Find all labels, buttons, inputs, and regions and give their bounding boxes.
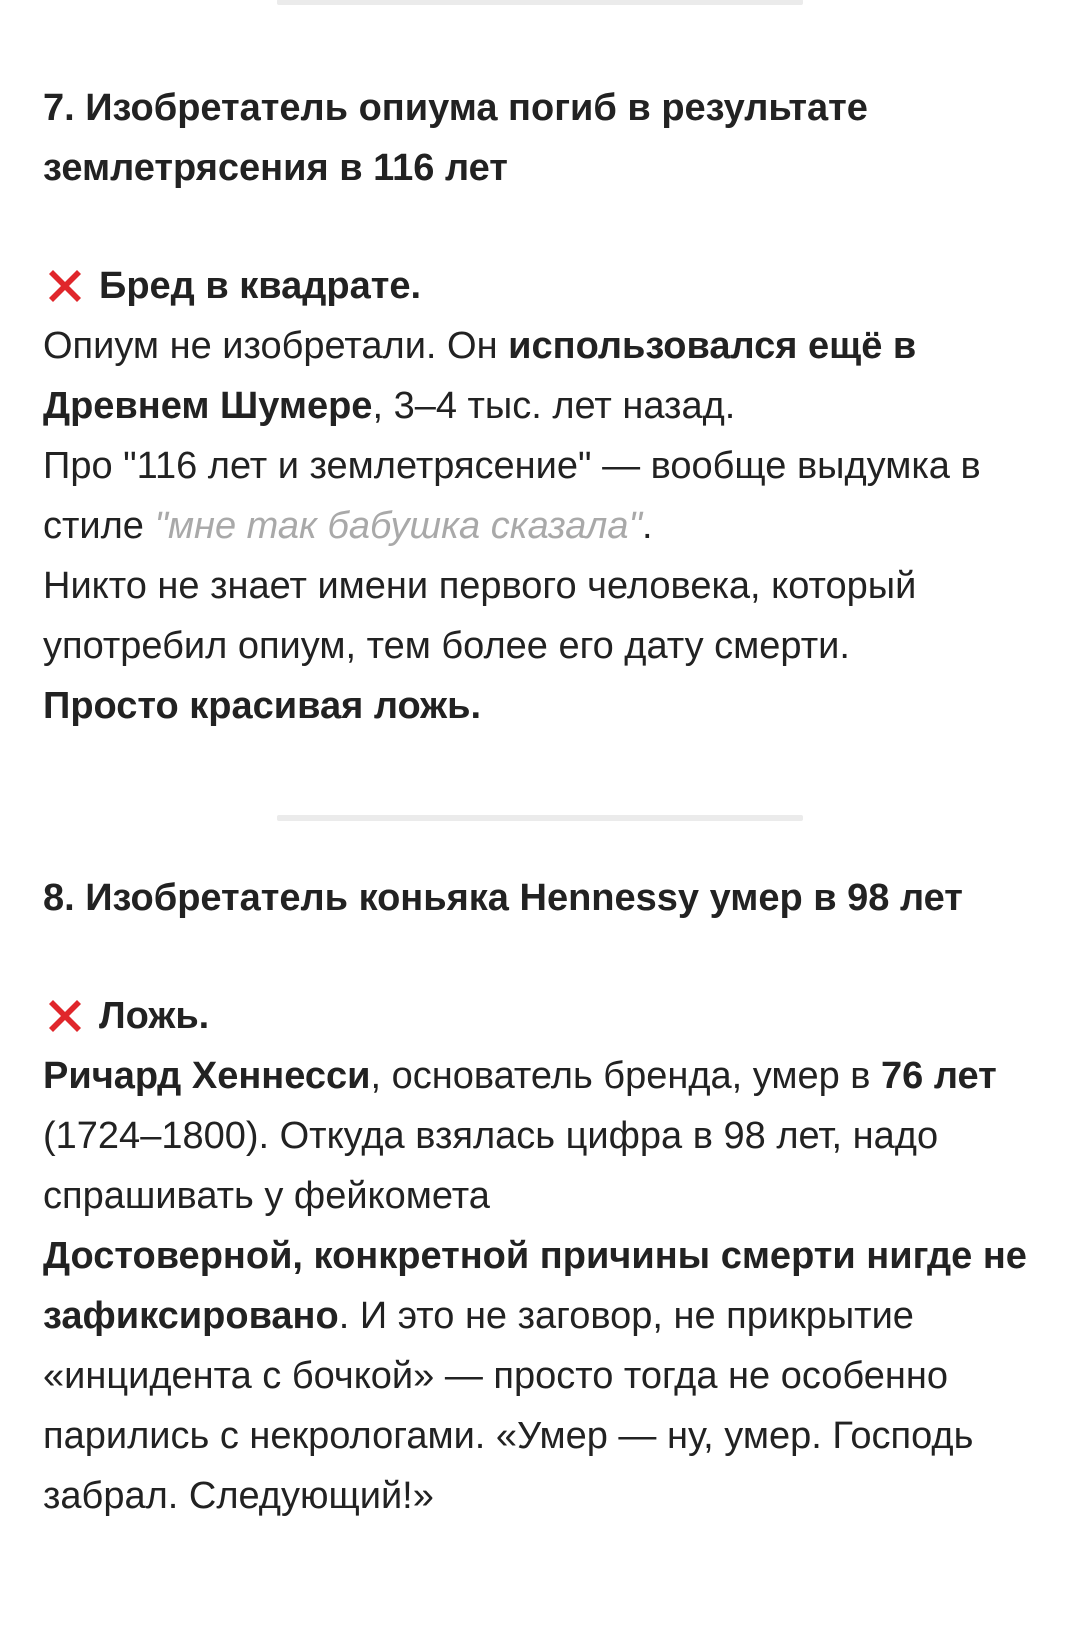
section-8-p2-bold: Достоверной, конкретной причины смерти нигде не зафиксировано [43, 1235, 1027, 1337]
section-8 [43, 868, 1043, 1526]
section-7-p2-end: . [641, 505, 653, 547]
section-8-p2-text: . И это не заговор, не прикрытие «инцидента с бочкой» — просто тогда не особенно парились с некрологами. «Умер — ну, умер. Господь забрал. Следующий!» [43, 1295, 974, 1517]
section-7-paragraph-4 [43, 676, 1043, 736]
section-8-p1-tail: (1724–1800). Откуда взялась цифра в 98 лет, надо спрашивать у фейкомета [43, 1115, 939, 1217]
section-8-p1-bold-name: Ричард Хеннесси [43, 1055, 371, 1097]
section-8-p1-text: , основатель бренда, умер в [370, 1055, 882, 1097]
section-7-p1-bold: использовался ещё в Древнем Шумере [43, 325, 917, 427]
section-7-p1-tail: , 3–4 тыс. лет назад. [372, 385, 736, 427]
section-7-heading-line1: 7. Изобретатель опиума погиб в результате [43, 87, 868, 129]
section-7-verdict [43, 256, 1043, 316]
section-7-paragraph-3: Никто не знает имени первого человека, который употребил опиум, тем более его дату смерти. [43, 565, 917, 667]
section-7-p2-quote: "мне так бабушка сказала" [154, 505, 642, 547]
section-8-p1-bold-age: 76 лет [881, 1055, 997, 1097]
cross-mark-icon [43, 264, 87, 308]
section-7-p4-bold: Просто красивая ложь. [43, 685, 482, 727]
cross-mark-icon [43, 994, 87, 1038]
section-7-paragraph-1 [43, 316, 1043, 436]
section-7-p1-text: Опиум не изобретали. Он [43, 325, 509, 367]
section-7-heading [43, 78, 1043, 198]
section-7-p2-text: Про "116 лет и землетрясение" — вообще выдумка в стиле [43, 445, 981, 547]
section-8-paragraph-2 [43, 1226, 1043, 1526]
section-7-verdict-text: Бред в квадрате. [99, 265, 422, 307]
section-8-verdict [43, 986, 1043, 1046]
section-8-heading: 8. Изобретатель коньяка Hennessy умер в 98 лет [43, 877, 963, 919]
section-8-paragraph-1 [43, 1046, 1043, 1226]
section-divider-middle [277, 815, 803, 821]
section-7 [43, 78, 1043, 736]
section-8-verdict-text: Ложь. [99, 995, 210, 1037]
section-7-heading-line2: землетрясения в 116 лет [43, 147, 508, 189]
section-7-paragraph-2 [43, 436, 1043, 556]
section-divider-top [277, 0, 803, 5]
